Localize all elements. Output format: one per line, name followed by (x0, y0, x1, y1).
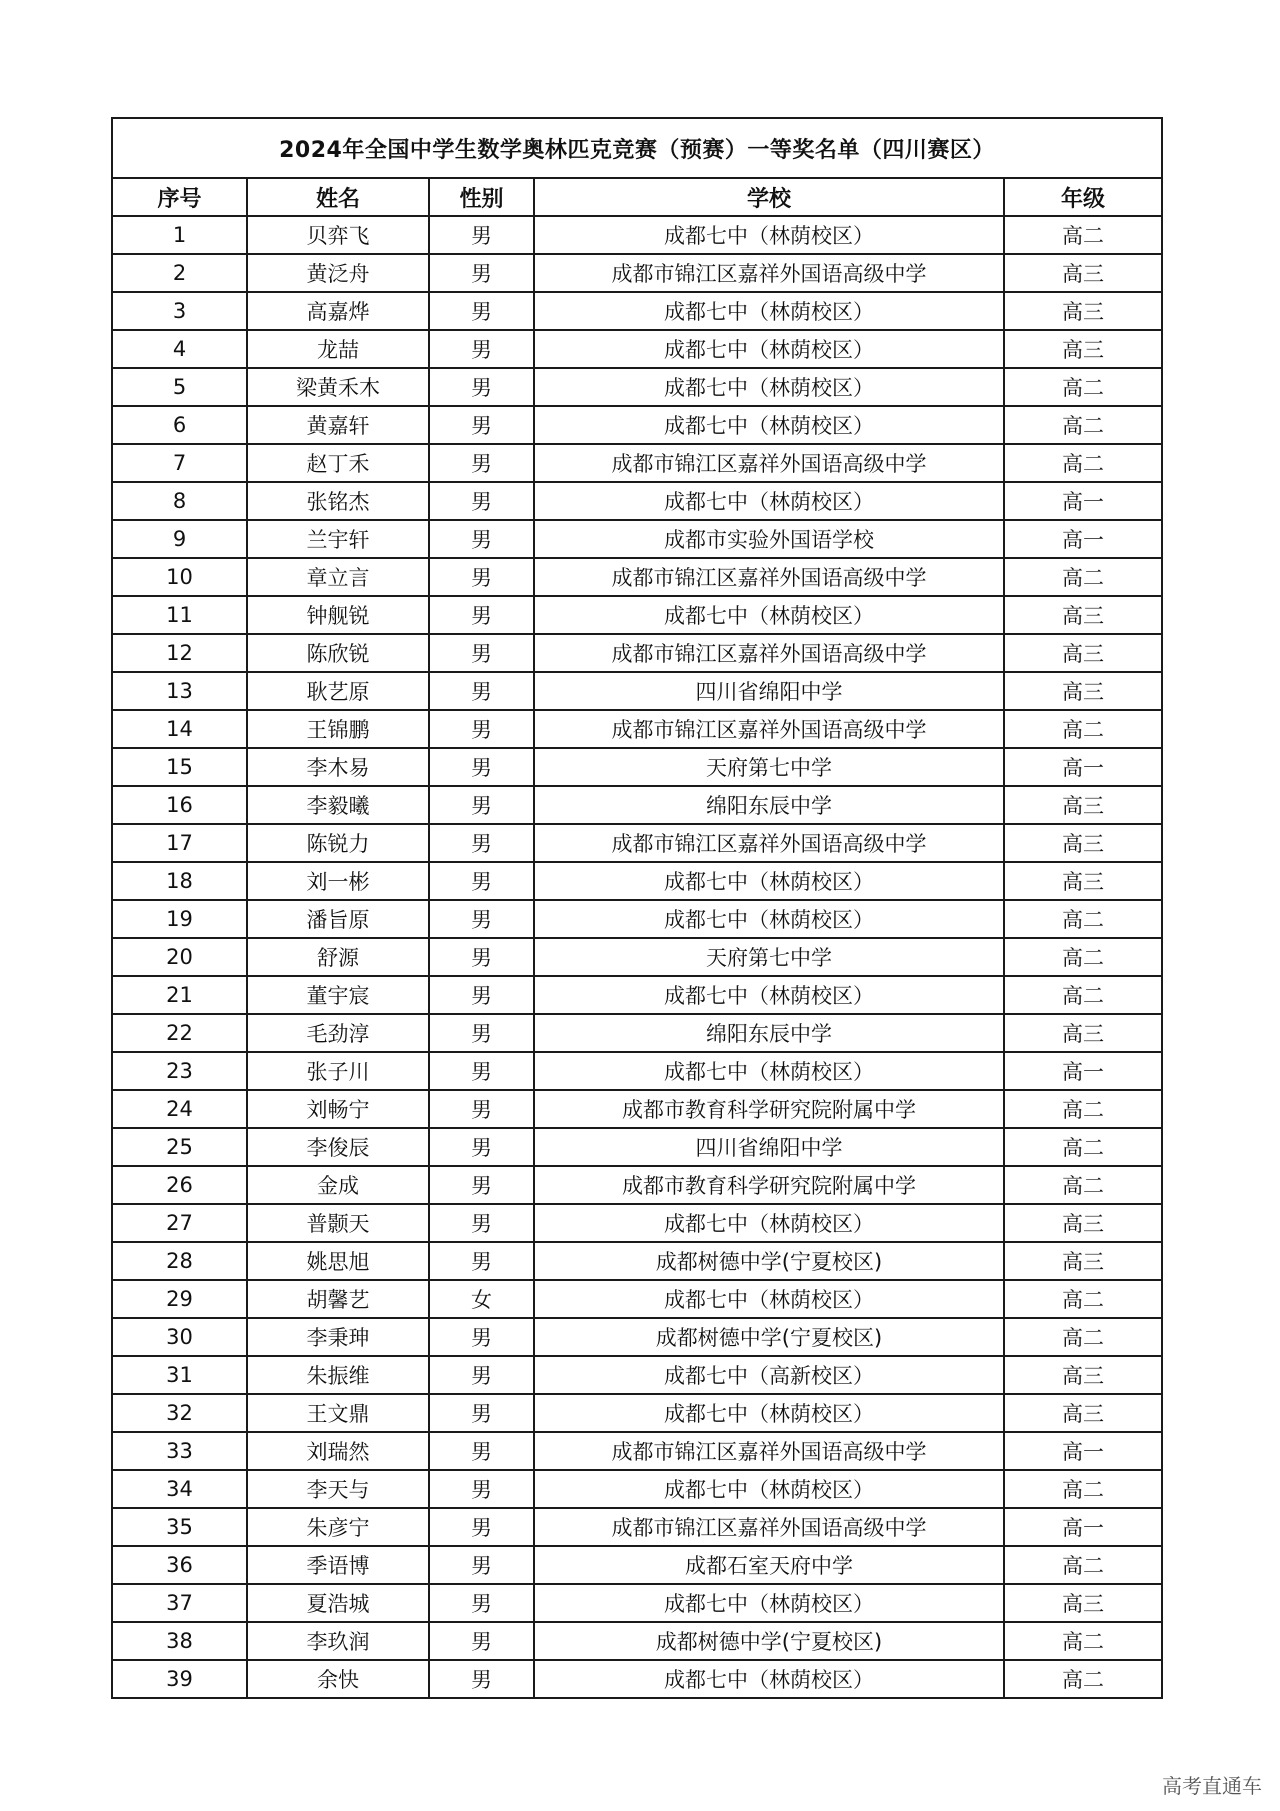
cell-index: 37 (112, 1584, 247, 1622)
cell-gender: 男 (429, 1242, 534, 1280)
cell-grade: 高三 (1004, 1394, 1162, 1432)
cell-grade: 高一 (1004, 520, 1162, 558)
cell-name: 赵丁禾 (247, 444, 429, 482)
cell-school: 绵阳东辰中学 (534, 1014, 1004, 1052)
cell-name: 张子川 (247, 1052, 429, 1090)
cell-grade: 高一 (1004, 482, 1162, 520)
cell-school: 成都七中（林荫校区） (534, 406, 1004, 444)
cell-gender: 女 (429, 1280, 534, 1318)
cell-grade: 高一 (1004, 1508, 1162, 1546)
cell-index: 11 (112, 596, 247, 634)
cell-index: 24 (112, 1090, 247, 1128)
cell-school: 成都市锦江区嘉祥外国语高级中学 (534, 1432, 1004, 1470)
table-row (112, 520, 1162, 558)
cell-school: 天府第七中学 (534, 938, 1004, 976)
cell-school: 成都市锦江区嘉祥外国语高级中学 (534, 710, 1004, 748)
cell-school: 成都七中（林荫校区） (534, 862, 1004, 900)
cell-grade: 高三 (1004, 672, 1162, 710)
cell-gender: 男 (429, 748, 534, 786)
table-row (112, 1394, 1162, 1432)
cell-grade: 高二 (1004, 406, 1162, 444)
table-title: 2024年全国中学生数学奥林匹克竞赛（预赛）一等奖名单（四川赛区） (112, 118, 1162, 178)
cell-index: 5 (112, 368, 247, 406)
table-row (112, 1128, 1162, 1166)
cell-gender: 男 (429, 330, 534, 368)
cell-gender: 男 (429, 1660, 534, 1698)
table-row (112, 1432, 1162, 1470)
cell-name: 毛劲淳 (247, 1014, 429, 1052)
column-header-school: 学校 (534, 178, 1004, 216)
table-row (112, 824, 1162, 862)
cell-index: 2 (112, 254, 247, 292)
cell-school: 成都七中（高新校区） (534, 1356, 1004, 1394)
cell-school: 成都七中（林荫校区） (534, 900, 1004, 938)
cell-name: 李木易 (247, 748, 429, 786)
cell-grade: 高二 (1004, 1546, 1162, 1584)
column-header-grade: 年级 (1004, 178, 1162, 216)
cell-index: 36 (112, 1546, 247, 1584)
cell-gender: 男 (429, 1584, 534, 1622)
cell-school: 成都七中（林荫校区） (534, 1280, 1004, 1318)
cell-grade: 高二 (1004, 1166, 1162, 1204)
cell-grade: 高二 (1004, 900, 1162, 938)
cell-index: 34 (112, 1470, 247, 1508)
cell-school: 成都七中（林荫校区） (534, 1052, 1004, 1090)
cell-name: 李俊辰 (247, 1128, 429, 1166)
cell-name: 陈锐力 (247, 824, 429, 862)
cell-grade: 高二 (1004, 938, 1162, 976)
cell-name: 陈欣锐 (247, 634, 429, 672)
cell-school: 成都树德中学(宁夏校区) (534, 1242, 1004, 1280)
cell-gender: 男 (429, 938, 534, 976)
cell-index: 15 (112, 748, 247, 786)
cell-index: 33 (112, 1432, 247, 1470)
cell-grade: 高二 (1004, 216, 1162, 254)
table-row (112, 368, 1162, 406)
cell-gender: 男 (429, 444, 534, 482)
cell-gender: 男 (429, 596, 534, 634)
table-row (112, 976, 1162, 1014)
cell-grade: 高二 (1004, 1622, 1162, 1660)
cell-index: 18 (112, 862, 247, 900)
column-header-name: 姓名 (247, 178, 429, 216)
cell-school: 成都市锦江区嘉祥外国语高级中学 (534, 634, 1004, 672)
cell-grade: 高二 (1004, 1090, 1162, 1128)
cell-school: 成都市锦江区嘉祥外国语高级中学 (534, 558, 1004, 596)
table-row (112, 1546, 1162, 1584)
cell-gender: 男 (429, 216, 534, 254)
cell-gender: 男 (429, 634, 534, 672)
cell-school: 成都市锦江区嘉祥外国语高级中学 (534, 254, 1004, 292)
cell-index: 32 (112, 1394, 247, 1432)
table-row (112, 1508, 1162, 1546)
cell-name: 刘瑞然 (247, 1432, 429, 1470)
cell-gender: 男 (429, 292, 534, 330)
cell-gender: 男 (429, 710, 534, 748)
cell-grade: 高二 (1004, 710, 1162, 748)
cell-index: 35 (112, 1508, 247, 1546)
cell-gender: 男 (429, 1470, 534, 1508)
cell-grade: 高一 (1004, 1432, 1162, 1470)
cell-gender: 男 (429, 1508, 534, 1546)
table-row (112, 444, 1162, 482)
table-row (112, 900, 1162, 938)
cell-name: 张铭杰 (247, 482, 429, 520)
award-list-document (111, 117, 1161, 1699)
cell-school: 成都七中（林荫校区） (534, 1584, 1004, 1622)
cell-school: 成都七中（林荫校区） (534, 976, 1004, 1014)
cell-index: 30 (112, 1318, 247, 1356)
cell-school: 四川省绵阳中学 (534, 1128, 1004, 1166)
cell-index: 19 (112, 900, 247, 938)
cell-grade: 高三 (1004, 634, 1162, 672)
cell-name: 王锦鹏 (247, 710, 429, 748)
cell-grade: 高三 (1004, 596, 1162, 634)
cell-name: 李秉珅 (247, 1318, 429, 1356)
cell-school: 成都七中（林荫校区） (534, 482, 1004, 520)
cell-grade: 高三 (1004, 1242, 1162, 1280)
cell-index: 9 (112, 520, 247, 558)
cell-name: 夏浩城 (247, 1584, 429, 1622)
watermark: 高考直通车 (1162, 1774, 1262, 1798)
cell-name: 朱彦宁 (247, 1508, 429, 1546)
table-row (112, 330, 1162, 368)
table-row (112, 748, 1162, 786)
cell-name: 董宇宸 (247, 976, 429, 1014)
cell-index: 3 (112, 292, 247, 330)
cell-index: 22 (112, 1014, 247, 1052)
cell-name: 李毅曦 (247, 786, 429, 824)
table-row (112, 938, 1162, 976)
cell-index: 31 (112, 1356, 247, 1394)
table-row (112, 634, 1162, 672)
cell-grade: 高三 (1004, 1204, 1162, 1242)
cell-gender: 男 (429, 1546, 534, 1584)
cell-gender: 男 (429, 1394, 534, 1432)
table-row (112, 254, 1162, 292)
cell-school: 成都市教育科学研究院附属中学 (534, 1090, 1004, 1128)
cell-gender: 男 (429, 406, 534, 444)
cell-index: 10 (112, 558, 247, 596)
table-row (112, 1242, 1162, 1280)
cell-name: 高嘉烨 (247, 292, 429, 330)
cell-name: 朱振维 (247, 1356, 429, 1394)
cell-index: 13 (112, 672, 247, 710)
table-row (112, 1470, 1162, 1508)
cell-school: 成都七中（林荫校区） (534, 1660, 1004, 1698)
cell-school: 天府第七中学 (534, 748, 1004, 786)
cell-gender: 男 (429, 482, 534, 520)
cell-grade: 高三 (1004, 1356, 1162, 1394)
table-row (112, 1622, 1162, 1660)
cell-name: 潘旨原 (247, 900, 429, 938)
cell-grade: 高三 (1004, 786, 1162, 824)
cell-grade: 高二 (1004, 1470, 1162, 1508)
cell-gender: 男 (429, 1166, 534, 1204)
cell-gender: 男 (429, 672, 534, 710)
cell-school: 成都七中（林荫校区） (534, 368, 1004, 406)
cell-school: 绵阳东辰中学 (534, 786, 1004, 824)
table-row (112, 1280, 1162, 1318)
table-row (112, 710, 1162, 748)
cell-gender: 男 (429, 368, 534, 406)
cell-index: 12 (112, 634, 247, 672)
cell-gender: 男 (429, 254, 534, 292)
cell-index: 38 (112, 1622, 247, 1660)
award-table (111, 117, 1163, 1699)
cell-gender: 男 (429, 520, 534, 558)
cell-index: 7 (112, 444, 247, 482)
cell-school: 成都七中（林荫校区） (534, 1204, 1004, 1242)
cell-index: 4 (112, 330, 247, 368)
cell-grade: 高三 (1004, 862, 1162, 900)
cell-grade: 高二 (1004, 1280, 1162, 1318)
table-row (112, 1356, 1162, 1394)
cell-school: 成都石室天府中学 (534, 1546, 1004, 1584)
cell-gender: 男 (429, 1432, 534, 1470)
cell-school: 成都七中（林荫校区） (534, 1394, 1004, 1432)
cell-school: 成都市锦江区嘉祥外国语高级中学 (534, 444, 1004, 482)
cell-school: 成都七中（林荫校区） (534, 292, 1004, 330)
cell-index: 21 (112, 976, 247, 1014)
cell-name: 李玖润 (247, 1622, 429, 1660)
cell-name: 耿艺原 (247, 672, 429, 710)
cell-grade: 高三 (1004, 1014, 1162, 1052)
table-row (112, 1014, 1162, 1052)
table-row (112, 672, 1162, 710)
cell-name: 舒源 (247, 938, 429, 976)
cell-school: 成都七中（林荫校区） (534, 596, 1004, 634)
cell-name: 李天与 (247, 1470, 429, 1508)
cell-grade: 高三 (1004, 330, 1162, 368)
cell-gender: 男 (429, 1318, 534, 1356)
cell-school: 成都市教育科学研究院附属中学 (534, 1166, 1004, 1204)
cell-index: 17 (112, 824, 247, 862)
cell-grade: 高二 (1004, 1128, 1162, 1166)
cell-grade: 高三 (1004, 292, 1162, 330)
cell-index: 29 (112, 1280, 247, 1318)
table-row (112, 1660, 1162, 1698)
cell-grade: 高一 (1004, 748, 1162, 786)
cell-index: 14 (112, 710, 247, 748)
cell-gender: 男 (429, 1052, 534, 1090)
cell-name: 龙喆 (247, 330, 429, 368)
column-header-gender: 性别 (429, 178, 534, 216)
table-row (112, 1584, 1162, 1622)
table-row (112, 1166, 1162, 1204)
table-row (112, 1318, 1162, 1356)
cell-school: 成都树德中学(宁夏校区) (534, 1622, 1004, 1660)
cell-grade: 高二 (1004, 368, 1162, 406)
cell-index: 16 (112, 786, 247, 824)
column-header-index: 序号 (112, 178, 247, 216)
cell-gender: 男 (429, 1014, 534, 1052)
cell-grade: 高三 (1004, 1584, 1162, 1622)
cell-gender: 男 (429, 824, 534, 862)
cell-name: 黄嘉轩 (247, 406, 429, 444)
cell-grade: 高一 (1004, 1052, 1162, 1090)
cell-name: 钟舰锐 (247, 596, 429, 634)
cell-grade: 高三 (1004, 254, 1162, 292)
cell-name: 刘畅宁 (247, 1090, 429, 1128)
cell-gender: 男 (429, 558, 534, 596)
cell-grade: 高三 (1004, 824, 1162, 862)
table-row (112, 482, 1162, 520)
cell-index: 8 (112, 482, 247, 520)
cell-index: 23 (112, 1052, 247, 1090)
cell-school: 成都七中（林荫校区） (534, 330, 1004, 368)
cell-index: 25 (112, 1128, 247, 1166)
table-row (112, 1204, 1162, 1242)
cell-gender: 男 (429, 1356, 534, 1394)
table-row (112, 216, 1162, 254)
cell-grade: 高二 (1004, 558, 1162, 596)
cell-index: 26 (112, 1166, 247, 1204)
cell-index: 20 (112, 938, 247, 976)
cell-index: 6 (112, 406, 247, 444)
table-row (112, 292, 1162, 330)
cell-name: 普颢天 (247, 1204, 429, 1242)
cell-name: 胡馨艺 (247, 1280, 429, 1318)
cell-name: 章立言 (247, 558, 429, 596)
cell-school: 成都七中（林荫校区） (534, 216, 1004, 254)
cell-name: 季语博 (247, 1546, 429, 1584)
cell-grade: 高二 (1004, 1318, 1162, 1356)
table-row (112, 406, 1162, 444)
cell-index: 28 (112, 1242, 247, 1280)
cell-school: 成都市实验外国语学校 (534, 520, 1004, 558)
cell-school: 成都树德中学(宁夏校区) (534, 1318, 1004, 1356)
cell-index: 1 (112, 216, 247, 254)
cell-name: 余快 (247, 1660, 429, 1698)
cell-name: 刘一彬 (247, 862, 429, 900)
cell-name: 金成 (247, 1166, 429, 1204)
table-row (112, 1090, 1162, 1128)
cell-name: 兰宇轩 (247, 520, 429, 558)
table-row (112, 786, 1162, 824)
cell-index: 39 (112, 1660, 247, 1698)
cell-gender: 男 (429, 862, 534, 900)
cell-school: 成都市锦江区嘉祥外国语高级中学 (534, 1508, 1004, 1546)
table-row (112, 862, 1162, 900)
cell-gender: 男 (429, 900, 534, 938)
cell-name: 黄泛舟 (247, 254, 429, 292)
cell-gender: 男 (429, 1128, 534, 1166)
cell-grade: 高二 (1004, 1660, 1162, 1698)
header-row (112, 178, 1162, 216)
table-row (112, 1052, 1162, 1090)
cell-name: 王文鼎 (247, 1394, 429, 1432)
cell-name: 贝弈飞 (247, 216, 429, 254)
cell-name: 梁黄禾木 (247, 368, 429, 406)
cell-gender: 男 (429, 786, 534, 824)
cell-school: 成都市锦江区嘉祥外国语高级中学 (534, 824, 1004, 862)
cell-school: 成都七中（林荫校区） (534, 1470, 1004, 1508)
cell-gender: 男 (429, 1622, 534, 1660)
cell-index: 27 (112, 1204, 247, 1242)
cell-gender: 男 (429, 976, 534, 1014)
cell-gender: 男 (429, 1204, 534, 1242)
cell-name: 姚思旭 (247, 1242, 429, 1280)
table-row (112, 558, 1162, 596)
cell-grade: 高二 (1004, 976, 1162, 1014)
table-row (112, 596, 1162, 634)
cell-gender: 男 (429, 1090, 534, 1128)
cell-school: 四川省绵阳中学 (534, 672, 1004, 710)
cell-grade: 高二 (1004, 444, 1162, 482)
